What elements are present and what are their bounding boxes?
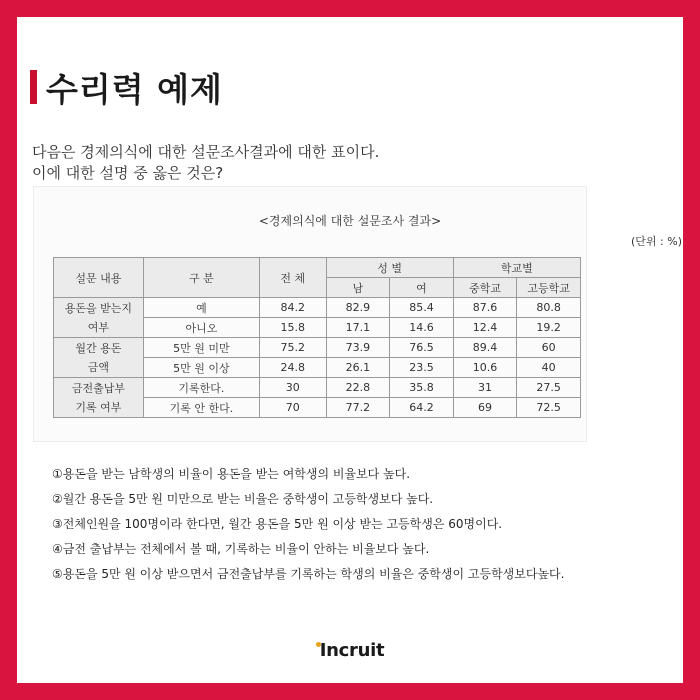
answer-options <box>52 462 564 587</box>
question-line-2: 이에 대한 설명 중 옳은 것은? <box>32 164 224 182</box>
cell-male: 82.9 <box>326 298 390 318</box>
heading-accent-bar <box>30 70 37 104</box>
header-high: 고등학교 <box>517 278 581 298</box>
cell-high: 19.2 <box>517 318 581 338</box>
table-row <box>54 358 581 378</box>
header-middle: 중학교 <box>453 278 517 298</box>
header-male: 남 <box>326 278 390 298</box>
cell-total: 70 <box>259 398 326 418</box>
cell-middle: 89.4 <box>453 338 517 358</box>
table-title: <경제의식에 대한 설문조사 결과> <box>258 214 442 228</box>
row-item: 기록 여부 <box>54 398 144 418</box>
row-item: 월간 용돈 <box>54 338 144 358</box>
header-school: 학교별 <box>453 258 580 278</box>
cell-middle: 87.6 <box>453 298 517 318</box>
row-category: 5만 원 이상 <box>143 358 259 378</box>
header-category: 구 분 <box>143 258 259 298</box>
question-line-1: 다음은 경제의식에 대한 설문조사결과에 대한 표이다. <box>32 143 380 161</box>
table-unit: (단위 : %) <box>631 235 682 248</box>
table-row <box>54 318 581 338</box>
table-row <box>54 398 581 418</box>
cell-total: 75.2 <box>259 338 326 358</box>
row-item: 용돈을 받는지 <box>54 298 144 318</box>
cell-high: 80.8 <box>517 298 581 318</box>
cell-middle: 12.4 <box>453 318 517 338</box>
cell-total: 15.8 <box>259 318 326 338</box>
cell-high: 60 <box>517 338 581 358</box>
page-title: 수리력 예제 <box>46 69 223 109</box>
cell-male: 22.8 <box>326 378 390 398</box>
survey-table <box>53 257 581 418</box>
cell-male: 77.2 <box>326 398 390 418</box>
cell-male: 26.1 <box>326 358 390 378</box>
incruit-logo <box>0 640 700 661</box>
cell-high: 72.5 <box>517 398 581 418</box>
row-item: 금액 <box>54 358 144 378</box>
table-row <box>54 378 581 398</box>
cell-female: 14.6 <box>390 318 454 338</box>
cell-middle: 31 <box>453 378 517 398</box>
cell-female: 85.4 <box>390 298 454 318</box>
question-text <box>32 142 379 184</box>
cell-male: 17.1 <box>326 318 390 338</box>
header-gender: 성 별 <box>326 258 453 278</box>
row-category: 예 <box>143 298 259 318</box>
row-item: 여부 <box>54 318 144 338</box>
option-5: ⑤용돈을 5만 원 이상 받으면서 금전출납부를 기록하는 학생의 비율은 중학생이 고등학생보다높다. <box>52 567 565 581</box>
logo-text: Incruit <box>319 640 385 661</box>
header-female: 여 <box>390 278 454 298</box>
cell-middle: 10.6 <box>453 358 517 378</box>
table-row <box>54 338 581 358</box>
header-item: 설문 내용 <box>54 258 144 298</box>
cell-female: 35.8 <box>390 378 454 398</box>
cell-female: 76.5 <box>390 338 454 358</box>
row-category: 아니오 <box>143 318 259 338</box>
row-category: 기록 안 한다. <box>143 398 259 418</box>
cell-female: 23.5 <box>390 358 454 378</box>
row-category: 5만 원 미만 <box>143 338 259 358</box>
option-2: ②월간 용돈을 5만 원 미만으로 받는 비율은 중학생이 고등학생보다 높다. <box>52 492 434 506</box>
header-total: 전 체 <box>259 258 326 298</box>
page-heading <box>30 67 223 107</box>
cell-total: 24.8 <box>259 358 326 378</box>
row-item: 금전출납부 <box>54 378 144 398</box>
cell-middle: 69 <box>453 398 517 418</box>
option-3: ③전체인원을 100명이라 한다면, 월간 용돈을 5만 원 이상 받는 고등학생은 60명이다. <box>52 517 503 531</box>
cell-high: 40 <box>517 358 581 378</box>
option-1: ①용돈을 받는 남학생의 비율이 용돈을 받는 여학생의 비율보다 높다. <box>52 467 411 481</box>
cell-high: 27.5 <box>517 378 581 398</box>
cell-male: 73.9 <box>326 338 390 358</box>
option-4: ④금전 출납부는 전체에서 볼 때, 기록하는 비율이 안하는 비율보다 높다. <box>52 542 430 556</box>
cell-total: 30 <box>259 378 326 398</box>
cell-total: 84.2 <box>259 298 326 318</box>
row-category: 기록한다. <box>143 378 259 398</box>
cell-female: 64.2 <box>390 398 454 418</box>
table-row <box>54 298 581 318</box>
